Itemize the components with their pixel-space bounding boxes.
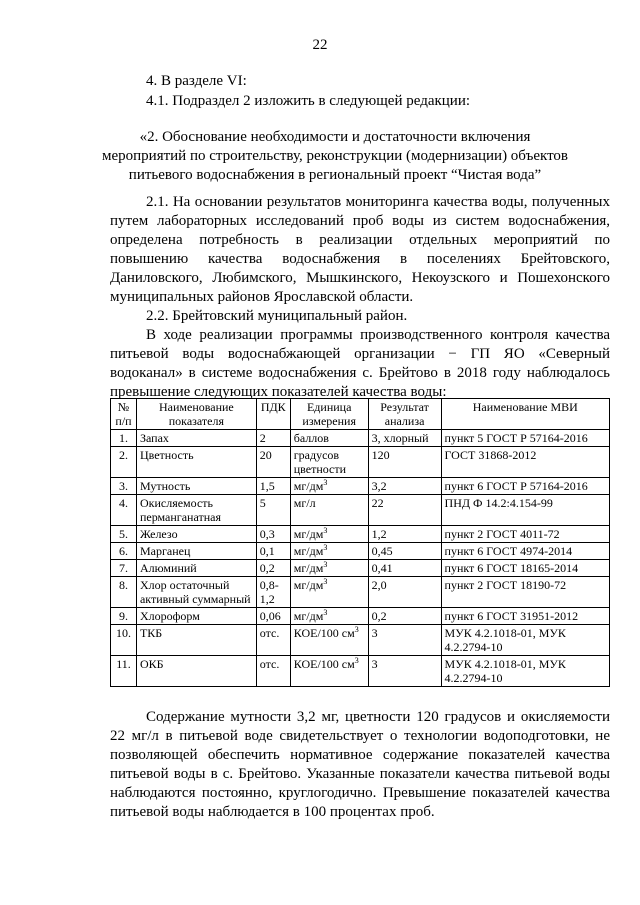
cell-number-text: 4.: [118, 496, 128, 510]
table-row: [111, 447, 610, 478]
cell-indicator: [136, 430, 256, 447]
cell-indicator-text: Цветность: [139, 448, 194, 462]
cell-method-text: пункт 2 ГОСТ 18190-72: [444, 578, 567, 592]
cell-indicator: [136, 447, 256, 478]
unit-superscript: 3: [323, 560, 328, 569]
cell-result: [368, 495, 441, 526]
cell-result-text: 3: [371, 657, 378, 671]
unit-superscript: 3: [323, 478, 328, 487]
cell-unit: [290, 656, 368, 687]
cell-indicator: [136, 478, 256, 495]
cell-indicator: [136, 656, 256, 687]
table-row: [111, 577, 610, 608]
cell-number: [111, 526, 137, 543]
header-result: Результат анализа: [368, 399, 441, 430]
cell-number: [111, 608, 137, 625]
cell-number-text: 10.: [115, 626, 131, 640]
cell-number-text: 2.: [118, 448, 128, 462]
cell-mpc: [256, 543, 290, 560]
header-mpc: ПДК: [256, 399, 290, 430]
section-title: «2. Обоснование необходимости и достаточности включения мероприятий по строительству, реконструкции (модернизации) объектов питьевого водоснабжения в региональный проект “Чистая вода”: [101, 129, 569, 183]
cell-result: [368, 625, 441, 656]
paragraph-monitoring: 2.1. На основании результатов мониторинга качества воды, полученных путем лабораторных исследований проб воды из систем водоснабжения, определена потребность в реализации отдельных мероприятий по повышению качества водоснабжения в поселениях Брейтовского, Даниловского, Любимского, Мышкинского, Некоузского и Пошехонского муниципальных районов Ярославской области.: [110, 194, 610, 305]
paragraph-control: В ходе реализации программы производственного контроля качества питьевой воды водоснабжающей организации − ГП ЯО «Северный водоканал» в системе водоснабжения с. Брейтово в 2018 году наблюдалось превышение следующих показателей качества воды:: [110, 327, 610, 400]
cell-number: [111, 656, 137, 687]
cell-unit: [290, 625, 368, 656]
cell-indicator-text: Марганец: [139, 544, 191, 558]
cell-method: [441, 478, 609, 495]
cell-result-text: 3, хлорный: [371, 431, 429, 445]
table-row: [111, 543, 610, 560]
cell-unit-text: мг/л: [293, 496, 316, 510]
cell-method: [441, 526, 609, 543]
cell-mpc-text: 0,8-1,2: [259, 578, 279, 606]
cell-mpc: [256, 430, 290, 447]
cell-mpc: [256, 577, 290, 608]
cell-number-text: 6.: [118, 544, 128, 558]
cell-indicator: [136, 495, 256, 526]
cell-method: [441, 560, 609, 577]
cell-result-text: 0,41: [371, 561, 393, 575]
cell-indicator-text: Окисляемость перманганатная: [139, 496, 221, 524]
cell-mpc-text: 2: [259, 431, 266, 445]
cell-unit: [290, 560, 368, 577]
cell-indicator-text: Железо: [139, 527, 178, 541]
cell-method-text: пункт 5 ГОСТ Р 57164-2016: [444, 431, 588, 445]
cell-indicator: [136, 608, 256, 625]
cell-result: [368, 430, 441, 447]
cell-number: [111, 543, 137, 560]
cell-method: [441, 430, 609, 447]
cell-unit-text: мг/дм: [293, 609, 324, 623]
cell-indicator: [136, 625, 256, 656]
paragraph-district: 2.2. Брейтовский муниципальный район.: [146, 308, 408, 324]
table-row: [111, 495, 610, 526]
cell-number-text: 7.: [118, 561, 128, 575]
cell-mpc-text: 5: [259, 496, 266, 510]
cell-result: [368, 560, 441, 577]
cell-mpc: [256, 608, 290, 625]
cell-result-text: 3: [371, 626, 378, 640]
cell-indicator-text: ОКБ: [139, 657, 164, 671]
cell-mpc: [256, 656, 290, 687]
cell-method-text: ГОСТ 31868-2012: [444, 448, 537, 462]
cell-result: [368, 447, 441, 478]
cell-mpc-text: отс.: [259, 626, 280, 640]
cell-unit: [290, 526, 368, 543]
cell-indicator-text: Алюминий: [139, 561, 197, 575]
cell-number: [111, 478, 137, 495]
cell-unit: [290, 478, 368, 495]
cell-unit-text: КОЕ/100 см: [293, 626, 355, 640]
body-text-bottom: [110, 708, 610, 822]
water-quality-table: [110, 398, 610, 687]
cell-result-text: 22: [371, 496, 384, 510]
cell-method: [441, 543, 609, 560]
table-row: [111, 478, 610, 495]
cell-mpc-text: 1,5: [259, 479, 275, 493]
cell-number-text: 5.: [118, 527, 128, 541]
paragraph-conclusion: Содержание мутности 3,2 мг, цветности 120 градусов и окисляемости 22 мг/л в питьевой воде свидетельствует о технологии водоподготовки, не позволяющей обеспечить нормативное содержание показателей качества питьевой воды в с. Брейтово. Указанные показатели качества питьевой воды наблюдаются постоянно, круглогодично. Превышение показателей качества питьевой воды наблюдается в 100 процентах проб.: [110, 709, 610, 820]
cell-result-text: 2,0: [371, 578, 387, 592]
cell-unit-text: мг/дм: [293, 561, 324, 575]
cell-mpc: [256, 625, 290, 656]
cell-unit-text: мг/дм: [293, 544, 324, 558]
header-number: № п/п: [111, 399, 137, 430]
cell-number: [111, 560, 137, 577]
cell-number-text: 9.: [118, 609, 128, 623]
cell-method-text: пункт 2 ГОСТ 4011-72: [444, 527, 560, 541]
cell-method: [441, 625, 609, 656]
subsection-heading: 4.1. Подраздел 2 изложить в следующей редакции:: [146, 93, 471, 109]
cell-result: [368, 526, 441, 543]
cell-mpc: [256, 560, 290, 577]
page-number: 22: [312, 37, 328, 53]
cell-mpc: [256, 526, 290, 543]
cell-indicator-text: Хлороформ: [139, 609, 200, 623]
cell-mpc-text: 0,3: [259, 527, 275, 541]
cell-method-text: МУК 4.2.1018-01, МУК 4.2.2794-10: [444, 657, 566, 685]
cell-number: [111, 625, 137, 656]
cell-method: [441, 577, 609, 608]
unit-superscript: 3: [354, 656, 359, 665]
cell-indicator-text: Хлор остаточный активный суммарный: [139, 578, 251, 606]
unit-superscript: 3: [323, 608, 328, 617]
cell-unit-text: КОЕ/100 см: [293, 657, 355, 671]
cell-unit-text: баллов: [293, 431, 329, 445]
section-heading: 4. В разделе VI:: [146, 73, 247, 89]
cell-unit: [290, 608, 368, 625]
unit-superscript: 3: [323, 577, 328, 586]
cell-result: [368, 478, 441, 495]
cell-number: [111, 495, 137, 526]
cell-mpc-text: 0,1: [259, 544, 275, 558]
cell-method-text: МУК 4.2.1018-01, МУК 4.2.2794-10: [444, 626, 566, 654]
cell-number: [111, 430, 137, 447]
header-indicator: Наименование показателя: [136, 399, 256, 430]
header-unit: Единица измерения: [290, 399, 368, 430]
cell-mpc: [256, 495, 290, 526]
cell-number-text: 8.: [118, 578, 128, 592]
cell-unit-text: мг/дм: [293, 578, 324, 592]
cell-indicator-text: Запах: [139, 431, 169, 445]
cell-result-text: 120: [371, 448, 390, 462]
cell-unit: [290, 577, 368, 608]
table-row: [111, 430, 610, 447]
cell-unit: [290, 447, 368, 478]
cell-number-text: 1.: [118, 431, 128, 445]
cell-method-text: пункт 6 ГОСТ 18165-2014: [444, 561, 579, 575]
cell-method-text: пункт 6 ГОСТ Р 57164-2016: [444, 479, 588, 493]
table-row: [111, 656, 610, 687]
cell-result: [368, 656, 441, 687]
table-row: [111, 526, 610, 543]
cell-unit: [290, 430, 368, 447]
unit-superscript: 3: [323, 543, 328, 552]
cell-mpc: [256, 447, 290, 478]
cell-result-text: 1,2: [371, 527, 387, 541]
cell-indicator: [136, 526, 256, 543]
cell-method: [441, 608, 609, 625]
unit-superscript: 3: [354, 625, 359, 634]
unit-superscript: 3: [323, 526, 328, 535]
cell-mpc-text: 0,2: [259, 561, 275, 575]
table-row: [111, 560, 610, 577]
cell-method: [441, 656, 609, 687]
table-body: [111, 430, 610, 687]
cell-number: [111, 577, 137, 608]
cell-method: [441, 447, 609, 478]
cell-result-text: 0,45: [371, 544, 393, 558]
cell-mpc-text: отс.: [259, 657, 280, 671]
cell-indicator: [136, 560, 256, 577]
cell-number-text: 11.: [116, 657, 131, 671]
cell-method-text: пункт 6 ГОСТ 31951-2012: [444, 609, 579, 623]
cell-result-text: 3,2: [371, 479, 387, 493]
cell-indicator-text: Мутность: [139, 479, 191, 493]
cell-result: [368, 608, 441, 625]
cell-indicator: [136, 577, 256, 608]
cell-method-text: пункт 6 ГОСТ 4974-2014: [444, 544, 573, 558]
cell-unit-text: мг/дм: [293, 527, 324, 541]
cell-mpc-text: 0,06: [259, 609, 281, 623]
cell-mpc: [256, 478, 290, 495]
cell-number: [111, 447, 137, 478]
cell-unit: [290, 543, 368, 560]
cell-unit: [290, 495, 368, 526]
cell-unit-text: градусов цветности: [293, 448, 347, 476]
cell-result: [368, 577, 441, 608]
header-method: Наименование МВИ: [441, 399, 609, 430]
cell-method-text: ПНД Ф 14.2:4.154-99: [444, 496, 553, 510]
cell-mpc-text: 20: [259, 448, 272, 462]
cell-number-text: 3.: [118, 479, 128, 493]
cell-unit-text: мг/дм: [293, 479, 324, 493]
cell-result-text: 0,2: [371, 609, 387, 623]
cell-indicator: [136, 543, 256, 560]
body-text-top: [110, 193, 610, 402]
table-row: [111, 608, 610, 625]
cell-result: [368, 543, 441, 560]
table-header-row: [111, 399, 610, 430]
cell-method: [441, 495, 609, 526]
table-row: [111, 625, 610, 656]
cell-indicator-text: ТКБ: [139, 626, 163, 640]
